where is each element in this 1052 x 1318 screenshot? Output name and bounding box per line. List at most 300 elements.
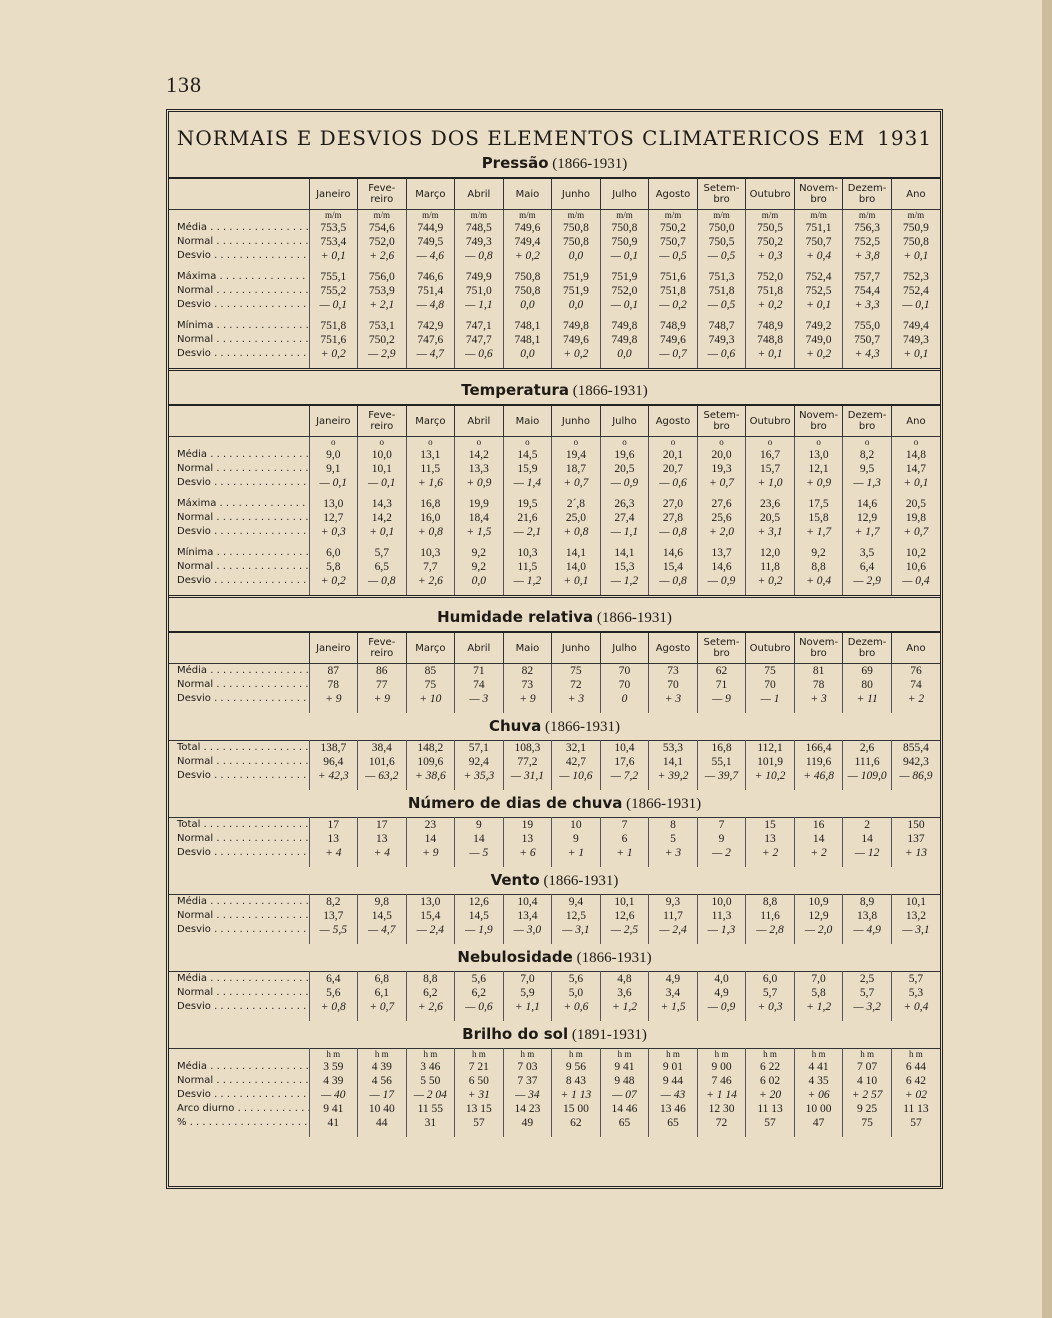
- month-header: Outubro: [746, 405, 795, 437]
- table-cell: + 2 57: [843, 1088, 892, 1102]
- section-period: (1891-1931): [568, 1027, 647, 1043]
- table-cell: 749,4: [891, 319, 940, 333]
- main-title-text: NORMAIS E DESVIOS DOS ELEMENTOS CLIMATERICOS EM: [176, 126, 866, 150]
- table-cell: — 0,8: [649, 574, 698, 588]
- unit-label: m/m: [406, 210, 455, 222]
- table-cell: 752,5: [843, 235, 892, 249]
- table-cell: 15,4: [406, 909, 455, 923]
- table-cell: 6,4: [843, 560, 892, 574]
- table-cell: 9 01: [649, 1060, 698, 1074]
- data-table-chuva: [169, 740, 940, 790]
- table-row: [169, 769, 940, 783]
- row-label: Normal . . .: [169, 462, 309, 476]
- table-cell: 5,9: [503, 986, 552, 1000]
- table-cell: 75: [552, 664, 601, 679]
- table-cell: + 0,2: [309, 347, 358, 361]
- table-cell: 150: [891, 818, 940, 833]
- row-label: Máxima . . .: [169, 497, 309, 511]
- section-period: (1866-1931): [548, 156, 628, 172]
- table-cell: 11,7: [649, 909, 698, 923]
- table-cell: — 0,9: [697, 1000, 746, 1014]
- row-label: Desvio . . .: [169, 692, 309, 706]
- table-cell: 4 56: [358, 1074, 407, 1088]
- table-cell: 15,7: [746, 462, 795, 476]
- table-cell: 752,3: [891, 270, 940, 284]
- table-cell: + 1,6: [406, 476, 455, 490]
- table-cell: 6,2: [406, 986, 455, 1000]
- section-title-text: Brilho do sol: [462, 1025, 569, 1043]
- table-cell: 9: [552, 832, 601, 846]
- table-row: [169, 284, 940, 298]
- table-cell: 55,1: [697, 755, 746, 769]
- month-header: Março: [406, 632, 455, 664]
- table-cell: 7 03: [503, 1060, 552, 1074]
- table-cell: + 13: [891, 846, 940, 860]
- unit-label: o: [649, 437, 698, 449]
- table-cell: 19: [503, 818, 552, 833]
- table-cell: 749,3: [697, 333, 746, 347]
- data-table-nebulosidade: [169, 971, 940, 1021]
- table-cell: 44: [358, 1116, 407, 1130]
- table-row: [169, 909, 940, 923]
- unit-label: o: [455, 437, 504, 449]
- table-cell: 749,4: [503, 235, 552, 249]
- table-cell: 4 39: [358, 1060, 407, 1074]
- row-label: Total . . .: [169, 818, 309, 833]
- table-row: [169, 462, 940, 476]
- table-cell: 14,6: [649, 546, 698, 560]
- month-header: Setem- bro: [697, 178, 746, 210]
- section-brilho: [169, 1025, 940, 1137]
- table-cell: 15 00: [552, 1102, 601, 1116]
- table-cell: 78: [309, 678, 358, 692]
- table-cell: 14,6: [843, 497, 892, 511]
- table-row: [169, 678, 940, 692]
- month-header: Ano: [891, 405, 940, 437]
- data-table-temperatura: [169, 404, 940, 595]
- table-row: [169, 221, 940, 235]
- table-cell: 748,8: [746, 333, 795, 347]
- table-cell: 73: [503, 678, 552, 692]
- table-cell: 9 56: [552, 1060, 601, 1074]
- table-cell: + 0,1: [552, 574, 601, 588]
- table-cell: — 0,1: [309, 298, 358, 312]
- table-cell: 13,2: [891, 909, 940, 923]
- table-cell: 74: [891, 678, 940, 692]
- table-cell: — 1,9: [455, 923, 504, 937]
- table-cell: 13,8: [843, 909, 892, 923]
- table-cell: 13: [503, 832, 552, 846]
- table-cell: 6 42: [891, 1074, 940, 1088]
- row-label: Normal . . .: [169, 560, 309, 574]
- table-cell: 0,0: [600, 347, 649, 361]
- data-table-pressao: [169, 177, 940, 368]
- unit-label: h m: [746, 1049, 795, 1061]
- header-empty: [169, 632, 309, 664]
- table-cell: 27,4: [600, 511, 649, 525]
- table-cell: 69: [843, 664, 892, 679]
- table-cell: 10,3: [503, 546, 552, 560]
- table-cell: 16,7: [746, 448, 795, 462]
- table-cell: 14 46: [600, 1102, 649, 1116]
- table-cell: 5,3: [891, 986, 940, 1000]
- table-cell: + 0,8: [406, 525, 455, 539]
- table-cell: — 2,1: [503, 525, 552, 539]
- table-cell: 748,9: [649, 319, 698, 333]
- section-chuva: [169, 717, 940, 790]
- table-cell: 21,6: [503, 511, 552, 525]
- table-cell: 9: [455, 818, 504, 833]
- table-cell: 12,1: [794, 462, 843, 476]
- table-cell: 11,6: [746, 909, 795, 923]
- table-cell: 8,8: [746, 895, 795, 910]
- table-cell: 16,8: [406, 497, 455, 511]
- table-cell: 13,0: [794, 448, 843, 462]
- section-title: [169, 794, 940, 813]
- table-cell: — 1,1: [600, 525, 649, 539]
- month-header: Março: [406, 405, 455, 437]
- table-cell: + 1: [552, 846, 601, 860]
- table-cell: + 4: [358, 846, 407, 860]
- page-spine: [1042, 0, 1052, 1318]
- table-cell: 13 46: [649, 1102, 698, 1116]
- month-header: Abril: [455, 405, 504, 437]
- month-header: Junho: [552, 405, 601, 437]
- unit-label: o: [600, 437, 649, 449]
- table-cell: 19,6: [600, 448, 649, 462]
- table-cell: 10,4: [600, 741, 649, 756]
- table-cell: 6 22: [746, 1060, 795, 1074]
- table-cell: + 9: [406, 846, 455, 860]
- table-cell: + 0,9: [455, 476, 504, 490]
- table-cell: 4 35: [794, 1074, 843, 1088]
- table-cell: + 42,3: [309, 769, 358, 783]
- table-cell: 749,3: [891, 333, 940, 347]
- table-cell: — 0,9: [697, 574, 746, 588]
- table-cell: 9,2: [455, 560, 504, 574]
- table-cell: + 0,2: [309, 574, 358, 588]
- table-cell: 750,8: [552, 221, 601, 235]
- table-cell: 749,5: [406, 235, 455, 249]
- table-cell: 11 55: [406, 1102, 455, 1116]
- table-cell: 13,4: [503, 909, 552, 923]
- table-cell: 5,0: [552, 986, 601, 1000]
- table-row: [169, 741, 940, 756]
- table-cell: 754,6: [358, 221, 407, 235]
- table-cell: 14,5: [455, 909, 504, 923]
- table-row: [169, 235, 940, 249]
- table-cell: 57: [746, 1116, 795, 1130]
- table-cell: 112,1: [746, 741, 795, 756]
- row-label: Média . . .: [169, 895, 309, 910]
- table-cell: 20,1: [649, 448, 698, 462]
- table-cell: 750,9: [600, 235, 649, 249]
- unit-label: o: [358, 437, 407, 449]
- table-cell: 12,6: [600, 909, 649, 923]
- month-header: Novem- bro: [794, 178, 843, 210]
- table-cell: 82: [503, 664, 552, 679]
- table-cell: 17: [309, 818, 358, 833]
- table-cell: 13,0: [406, 895, 455, 910]
- month-header: Ano: [891, 178, 940, 210]
- table-cell: 0,0: [503, 298, 552, 312]
- table-cell: — 3: [455, 692, 504, 706]
- table-cell: 17,6: [600, 755, 649, 769]
- table-row: [169, 923, 940, 937]
- table-cell: 53,3: [649, 741, 698, 756]
- table-cell: — 3,2: [843, 1000, 892, 1014]
- table-cell: 62: [697, 664, 746, 679]
- table-cell: — 2,8: [746, 923, 795, 937]
- table-cell: 751,9: [552, 284, 601, 298]
- table-cell: 14: [843, 832, 892, 846]
- table-cell: + 0,4: [794, 574, 843, 588]
- table-cell: 749,6: [503, 221, 552, 235]
- month-header: Dezem- bro: [843, 632, 892, 664]
- table-cell: — 2,5: [600, 923, 649, 937]
- table-cell: — 0,9: [600, 476, 649, 490]
- table-row: [169, 1088, 940, 1102]
- table-cell: 77,2: [503, 755, 552, 769]
- main-title-year: 1931: [877, 126, 933, 150]
- table-cell: 751,6: [309, 333, 358, 347]
- table-cell: + 0,7: [891, 525, 940, 539]
- section-period: (1866-1931): [569, 383, 648, 399]
- row-label: Total . . .: [169, 741, 309, 756]
- table-cell: 749,2: [794, 319, 843, 333]
- table-cell: 62: [552, 1116, 601, 1130]
- row-label: Média . . .: [169, 972, 309, 987]
- unit-label: o: [406, 437, 455, 449]
- table-cell: 138,7: [309, 741, 358, 756]
- table-row: [169, 333, 940, 347]
- row-label: % . . .: [169, 1116, 309, 1130]
- unit-label: o: [552, 437, 601, 449]
- month-header: Feve- reiro: [358, 405, 407, 437]
- table-cell: 13: [746, 832, 795, 846]
- table-cell: 4,8: [600, 972, 649, 987]
- table-cell: 6 02: [746, 1074, 795, 1088]
- table-cell: 11,5: [406, 462, 455, 476]
- table-cell: + 02: [891, 1088, 940, 1102]
- table-cell: 4,0: [697, 972, 746, 987]
- table-cell: 2: [843, 818, 892, 833]
- table-cell: 20,0: [697, 448, 746, 462]
- table-row: [169, 846, 940, 860]
- table-row: [169, 818, 940, 833]
- table-cell: 750,5: [697, 235, 746, 249]
- table-cell: — 2,4: [406, 923, 455, 937]
- table-row: [169, 1000, 940, 1014]
- table-cell: 6 50: [455, 1074, 504, 1088]
- table-cell: — 0,8: [455, 249, 504, 263]
- section-period: (1866-1931): [622, 796, 702, 812]
- unit-label: m/m: [503, 210, 552, 222]
- row-label: Desvio . . .: [169, 525, 309, 539]
- table-cell: 5,7: [843, 986, 892, 1000]
- table-cell: — 1,3: [697, 923, 746, 937]
- table-cell: 70: [600, 664, 649, 679]
- month-header: Feve- reiro: [358, 178, 407, 210]
- section-title: [169, 154, 940, 173]
- table-cell: 12,5: [552, 909, 601, 923]
- table-cell: 14,8: [891, 448, 940, 462]
- table-cell: 27,0: [649, 497, 698, 511]
- table-cell: — 40: [309, 1088, 358, 1102]
- table-cell: 10,1: [891, 895, 940, 910]
- table-row: [169, 755, 940, 769]
- table-cell: 751,8: [649, 284, 698, 298]
- unit-label: m/m: [649, 210, 698, 222]
- table-cell: 86: [358, 664, 407, 679]
- section-title-text: Vento: [490, 871, 540, 889]
- section-period: (1866-1931): [541, 719, 620, 735]
- table-row: [169, 1060, 940, 1074]
- table-cell: — 0,8: [649, 525, 698, 539]
- table-cell: 65: [649, 1116, 698, 1130]
- table-cell: + 1 13: [552, 1088, 601, 1102]
- table-cell: 9 25: [843, 1102, 892, 1116]
- table-cell: 23,6: [746, 497, 795, 511]
- table-cell: 73: [649, 664, 698, 679]
- month-header: Agosto: [649, 405, 698, 437]
- table-cell: 13,1: [406, 448, 455, 462]
- table-cell: 41: [309, 1116, 358, 1130]
- table-cell: 10,3: [406, 546, 455, 560]
- table-cell: 12,7: [309, 511, 358, 525]
- table-cell: + 10,2: [746, 769, 795, 783]
- table-cell: 76: [891, 664, 940, 679]
- table-cell: 0,0: [503, 347, 552, 361]
- table-cell: 7,0: [503, 972, 552, 987]
- table-cell: — 0,5: [697, 298, 746, 312]
- table-cell: 748,7: [697, 319, 746, 333]
- row-label: Normal . . .: [169, 235, 309, 249]
- table-cell: 14 23: [503, 1102, 552, 1116]
- unit-label: o: [794, 437, 843, 449]
- table-cell: + 2: [794, 846, 843, 860]
- table-cell: + 0,9: [794, 476, 843, 490]
- table-cell: 7 07: [843, 1060, 892, 1074]
- month-header: Outubro: [746, 178, 795, 210]
- table-cell: 101,6: [358, 755, 407, 769]
- table-cell: — 5: [455, 846, 504, 860]
- table-cell: + 10: [406, 692, 455, 706]
- table-row: [169, 448, 940, 462]
- table-cell: — 0,1: [600, 298, 649, 312]
- table-cell: 26,3: [600, 497, 649, 511]
- table-cell: 9 44: [649, 1074, 698, 1088]
- table-cell: 749,6: [552, 333, 601, 347]
- table-cell: 11 13: [891, 1102, 940, 1116]
- table-cell: 92,4: [455, 755, 504, 769]
- table-cell: 13 15: [455, 1102, 504, 1116]
- unit-label: o: [746, 437, 795, 449]
- table-cell: — 0,6: [455, 347, 504, 361]
- table-cell: 10,0: [697, 895, 746, 910]
- table-cell: 742,9: [406, 319, 455, 333]
- table-cell: + 3: [649, 692, 698, 706]
- month-header: Março: [406, 178, 455, 210]
- table-cell: 8: [649, 818, 698, 833]
- table-cell: 9 00: [697, 1060, 746, 1074]
- table-cell: 8,9: [843, 895, 892, 910]
- section-period: (1866-1931): [572, 950, 652, 966]
- table-cell: — 0,6: [455, 1000, 504, 1014]
- table-cell: + 0,4: [891, 1000, 940, 1014]
- data-table-brilho: [169, 1048, 940, 1137]
- table-cell: — 34: [503, 1088, 552, 1102]
- row-label: Normal . . .: [169, 333, 309, 347]
- table-cell: + 1,2: [600, 1000, 649, 1014]
- table-cell: 10: [552, 818, 601, 833]
- table-cell: + 11: [843, 692, 892, 706]
- month-header: Janeiro: [309, 632, 358, 664]
- unit-label: h m: [455, 1049, 504, 1061]
- table-cell: 16,8: [697, 741, 746, 756]
- unit-label: h m: [697, 1049, 746, 1061]
- sections-container: [169, 154, 940, 1137]
- table-cell: 12 30: [697, 1102, 746, 1116]
- table-cell: — 86,9: [891, 769, 940, 783]
- table-cell: 19,5: [503, 497, 552, 511]
- table-cell: 12,0: [746, 546, 795, 560]
- table-row: [169, 546, 940, 560]
- data-table-vento: [169, 894, 940, 944]
- table-cell: + 4: [309, 846, 358, 860]
- table-cell: — 0,1: [600, 249, 649, 263]
- table-cell: — 0,7: [649, 347, 698, 361]
- table-cell: 7 46: [697, 1074, 746, 1088]
- table-cell: 942,3: [891, 755, 940, 769]
- table-cell: 6,1: [358, 986, 407, 1000]
- table-cell: 752,4: [794, 270, 843, 284]
- unit-label: m/m: [455, 210, 504, 222]
- table-cell: 750,5: [746, 221, 795, 235]
- row-label: Normal . . .: [169, 755, 309, 769]
- row-label: Desvio . . .: [169, 298, 309, 312]
- month-header: Setem- bro: [697, 632, 746, 664]
- table-cell: — 4,9: [843, 923, 892, 937]
- table-cell: 749,3: [455, 235, 504, 249]
- table-cell: 749,8: [600, 319, 649, 333]
- table-cell: + 35,3: [455, 769, 504, 783]
- table-cell: 9,8: [358, 895, 407, 910]
- table-cell: + 06: [794, 1088, 843, 1102]
- unit-label: m/m: [794, 210, 843, 222]
- table-cell: — 0,1: [309, 476, 358, 490]
- table-cell: 14,5: [358, 909, 407, 923]
- table-cell: 5,6: [552, 972, 601, 987]
- table-cell: + 0,7: [358, 1000, 407, 1014]
- table-cell: — 4,7: [358, 923, 407, 937]
- table-cell: 756,3: [843, 221, 892, 235]
- table-cell: 750,2: [746, 235, 795, 249]
- table-cell: + 0,1: [891, 249, 940, 263]
- table-cell: + 1,5: [649, 1000, 698, 1014]
- table-cell: 19,8: [891, 511, 940, 525]
- table-cell: — 4,6: [406, 249, 455, 263]
- unit-label: o: [697, 437, 746, 449]
- section-title-text: Chuva: [488, 717, 542, 735]
- table-cell: — 0,1: [891, 298, 940, 312]
- month-header: Feve- reiro: [358, 632, 407, 664]
- table-cell: 47: [794, 1116, 843, 1130]
- table-cell: + 0,2: [552, 347, 601, 361]
- page-number: 138: [166, 72, 202, 97]
- table-cell: 751,4: [406, 284, 455, 298]
- table-cell: 751,9: [552, 270, 601, 284]
